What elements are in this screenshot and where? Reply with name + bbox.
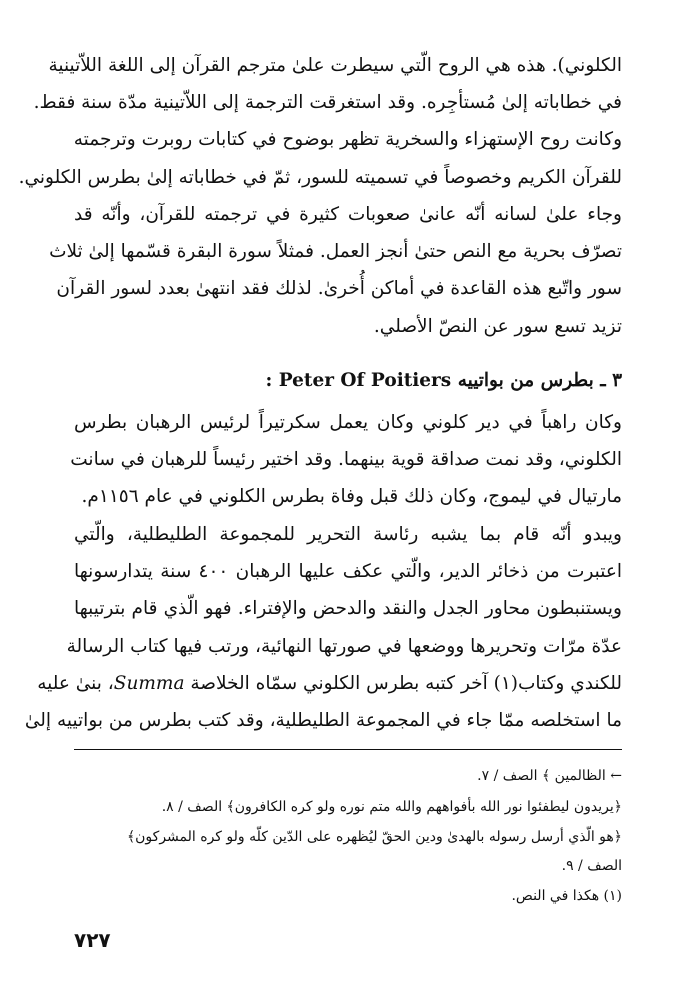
text-line: ويستنبطون محاور الجدل والنقد والدحض والإفتراء. فهو الّذي قام بترتيبها <box>74 598 622 620</box>
text-line: مارتيال في ليموج، وكان ذلك قبل وفاة بطرس الكلوني في عام ١١٥٦م. <box>81 486 622 508</box>
text-line: وكانت روح الإستهزاء والسخرية تظهر بوضوح في كتابات روبرت وترجمته <box>73 129 622 151</box>
latin-term-summa: Summa <box>113 672 185 694</box>
text-line <box>37 665 622 702</box>
paragraph-3 <box>70 404 622 516</box>
paragraph-4 <box>24 516 622 739</box>
text-line: في خطاباته إلىٰ مُستأجِره. وقد استغرقت الترجمة إلى اللاّتينية مدّة سنة فقط. <box>33 92 622 114</box>
text-line: الكلوني، وقد نمت صداقة قوية بينهما. وقد اختير رئيساً للرهبان في سانت <box>70 449 622 471</box>
page-number: ٧٢٧ <box>74 928 111 952</box>
text-line: وجاء علىٰ لسانه أنّه عانىٰ صعوبات كثيرة في ترجمته للقرآن، وأنّه قد <box>74 204 622 225</box>
section-heading-arabic: ٣ ـ بطرس من بواتييه <box>457 370 622 391</box>
footnote-line: ﴿يريدون ليطفئوا نور الله بأفواههم والله متم نوره ولو كره الكافرون﴾ الصف / ٨. <box>161 799 622 815</box>
footnote-line: ﴿هو الّذي أرسل رسوله بالهدىٰ ودين الحقّ ليُظهره على الدّين كلّه ولو كره المشركون﴾ <box>126 829 622 845</box>
text-line: تزيد تسع سور عن النصّ الأصلي. <box>373 315 622 337</box>
text-line: ويبدو أنّه قام بما يشبه رئاسة التحرير للمجموعة الطليطلية، والّتي <box>74 524 622 545</box>
footnote-line: الصف / ٩. <box>561 858 622 874</box>
paragraph-1 <box>18 47 622 196</box>
text-line: وكان راهباً في دير كلوني وكان يعمل سكرتيراً لرئيس الرهبان بطرس <box>74 412 622 433</box>
footnote-line: (١) هكذا في النص. <box>511 888 622 904</box>
text-segment: للكندي وكتاب(١) آخر كتبه بطرس الكلوني سمّاه الخلاصة <box>190 672 622 694</box>
text-line: عدّة مرّات وتحريرها ووضعها في صورتها النهائية، ورتب فيها كتاب الرسالة <box>66 635 622 657</box>
text-line: للقرآن الكريم وخصوصاً في تسميته للسور، ثمّ في خطاباته إلىٰ بطرس الكلوني. <box>18 166 622 188</box>
text-line: اعتبرت من ذخائر الدير، والّتي عكف عليها الرهبان ٤٠٠ سنة يتدارسونها <box>74 561 622 583</box>
section-heading-colon: : <box>265 370 273 391</box>
section-heading-latin: Peter Of Poitiers <box>278 370 452 391</box>
text-line: الكلوني). هذه هي الروح الّتي سيطرت علىٰ مترجم القرآن إلى اللغة اللاّتينية <box>48 55 622 76</box>
text-line: ما استخلصه ممّا جاء في المجموعة الطليطلية، وقد كتب بطرس من بواتييه إلىٰ <box>24 709 622 731</box>
text-line: تصرّف بحرية مع النص حتىٰ أنجز العمل. فمثلاً سورة البقرة قسّمها إلىٰ ثلاث <box>49 241 622 263</box>
paragraph-2 <box>49 196 622 345</box>
text-line: سور واتّبع هذه القاعدة في أماكن أُخرىٰ. لذلك فقد انتهىٰ بعدد لسور القرآن <box>56 278 622 300</box>
footnote-line: ← الظالمين ﴾ الصف / ٧. <box>477 768 622 784</box>
footnote-divider <box>74 749 622 750</box>
text-segment: ، بنىٰ عليه <box>37 672 114 694</box>
section-heading <box>74 366 622 396</box>
